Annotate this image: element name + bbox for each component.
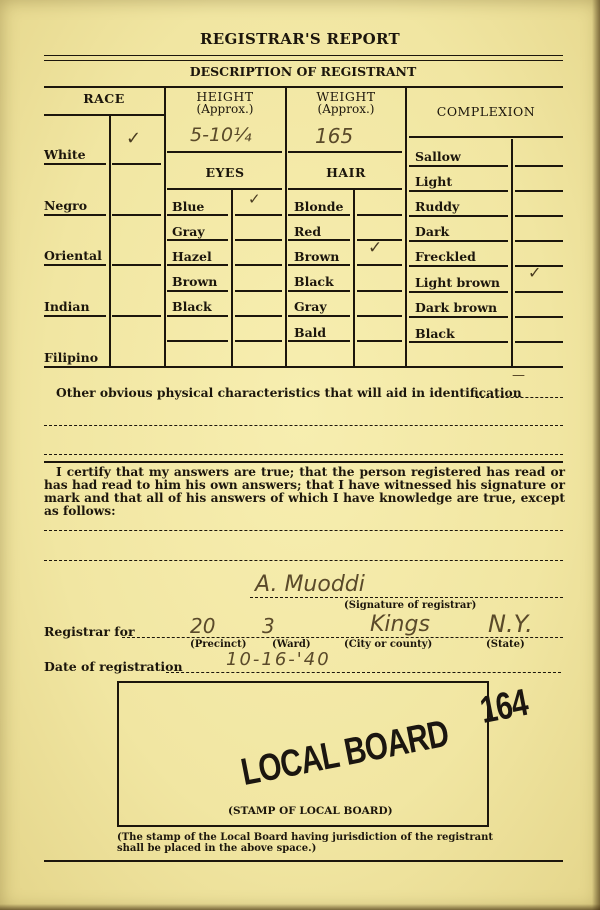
local-board-number: 164 xyxy=(476,681,532,733)
complexion-check-divider xyxy=(511,139,513,366)
hair-header: HAIR xyxy=(326,165,366,180)
complexion-option-black: Black xyxy=(415,326,455,341)
rule xyxy=(409,136,563,138)
registrar-signature[interactable]: A. Muoddi xyxy=(255,572,365,597)
table-bottom-rule xyxy=(44,366,563,368)
rule xyxy=(288,264,350,266)
eyes-option-gray: Gray xyxy=(172,224,205,239)
rule xyxy=(357,340,402,342)
rule xyxy=(112,163,161,165)
hair-check-divider xyxy=(353,189,355,366)
rule xyxy=(288,340,350,342)
race-white-checkbox[interactable]: ✓ xyxy=(126,128,142,149)
registrar-for-label: Registrar for xyxy=(44,624,135,639)
rule xyxy=(409,341,508,343)
rule xyxy=(409,265,508,267)
rule xyxy=(167,290,228,292)
eyes-gray-checkbox[interactable] xyxy=(235,219,282,237)
rule xyxy=(515,291,563,293)
race-option-oriental: Oriental xyxy=(44,248,102,263)
rule xyxy=(409,165,508,167)
rule xyxy=(357,264,402,266)
ward-value[interactable]: 3 xyxy=(262,614,275,638)
local-board-stamp: LOCAL BOARD xyxy=(237,712,452,795)
stamp-instruction: (The stamp of the Local Board having jurisdiction of the registrant shall be placed in the above space.) xyxy=(117,832,494,854)
rule xyxy=(409,240,508,242)
complexion-dark-brown-checkbox[interactable] xyxy=(515,296,563,314)
date-label: Date of registration xyxy=(44,659,183,674)
eyes-option-black: Black xyxy=(172,299,212,314)
complexion-dark-checkbox[interactable] xyxy=(515,220,563,238)
hair-option-blonde: Blonde xyxy=(294,199,344,214)
rule xyxy=(44,315,106,317)
complexion-option-dark-brown: Dark brown xyxy=(415,300,498,315)
rule xyxy=(357,315,402,317)
complexion-option-freckled: Freckled xyxy=(415,249,476,264)
race-option-white: White xyxy=(44,147,86,162)
divider xyxy=(164,87,166,366)
eyes-header: EYES xyxy=(205,165,245,180)
rule xyxy=(235,340,282,342)
title-double-rule xyxy=(44,55,563,61)
rule xyxy=(235,290,282,292)
race-check-divider xyxy=(109,115,111,366)
state-value[interactable]: N.Y. xyxy=(488,610,533,638)
table-top-rule xyxy=(44,86,563,88)
eyes-option-blue: Blue xyxy=(172,199,205,214)
hair-option-gray: Gray xyxy=(294,299,327,314)
rule xyxy=(409,291,508,293)
rule xyxy=(288,188,402,190)
section-title: DESCRIPTION OF REGISTRANT xyxy=(189,64,417,79)
rule xyxy=(357,290,402,292)
rule xyxy=(167,315,228,317)
rule xyxy=(515,240,563,242)
height-value[interactable]: 5-10¼ xyxy=(190,124,252,146)
hair-option-bald: Bald xyxy=(294,325,327,340)
hair-option-black: Black xyxy=(294,274,334,289)
exceptions-line-2[interactable] xyxy=(44,560,563,561)
date-line xyxy=(166,672,561,673)
exceptions-line-1[interactable] xyxy=(44,530,563,531)
weight-value[interactable]: 165 xyxy=(315,124,354,148)
eyes-black-checkbox[interactable] xyxy=(235,295,282,313)
precinct-value[interactable]: 20 xyxy=(190,614,216,638)
divider xyxy=(405,87,407,366)
other-characteristics-line-3[interactable] xyxy=(44,454,563,455)
complexion-sallow-checkbox[interactable] xyxy=(515,145,563,163)
eyes-brown-checkbox[interactable] xyxy=(235,270,282,288)
rule xyxy=(515,215,563,217)
rule xyxy=(357,214,402,216)
divider xyxy=(285,87,287,366)
hair-bald-checkbox[interactable] xyxy=(357,320,402,338)
rule xyxy=(235,214,282,216)
rule xyxy=(112,214,161,216)
hair-gray-checkbox[interactable] xyxy=(357,295,402,313)
rule xyxy=(112,264,161,266)
height-approx-label: (Approx.) xyxy=(196,102,254,116)
rule xyxy=(288,151,402,153)
complexion-option-dark: Dark xyxy=(415,224,450,239)
complexion-freckled-checkbox[interactable] xyxy=(515,245,563,263)
hair-option-red: Red xyxy=(294,224,322,239)
weight-header: WEIGHT xyxy=(316,89,376,104)
rule xyxy=(44,114,164,116)
race-indian-checkbox[interactable] xyxy=(112,293,161,313)
rule xyxy=(167,214,228,216)
precinct-caption: (Precinct) xyxy=(190,639,247,650)
hair-red-checkbox[interactable] xyxy=(357,219,402,237)
complexion-light-checkbox[interactable] xyxy=(515,170,563,188)
card-edge-shadow xyxy=(592,0,600,910)
complexion-ruddy-checkbox[interactable] xyxy=(515,195,563,213)
rule xyxy=(515,316,563,318)
certification-text: I certify that my answers are true; that the person registered has read or has had read to him his own answers; that I have witnessed his signature or mark and that all of his answers of which I have knowledge are true, except as follows: xyxy=(44,465,565,518)
city-value[interactable]: Kings xyxy=(370,612,430,637)
eyes-blue-checkbox[interactable]: ✓ xyxy=(248,190,261,208)
rule xyxy=(409,190,508,192)
complexion-light-brown-checkbox[interactable]: ✓ xyxy=(528,263,542,282)
complexion-option-light-brown: Light brown xyxy=(415,275,501,290)
rule xyxy=(288,290,350,292)
race-option-negro: Negro xyxy=(44,198,88,213)
rule xyxy=(112,315,161,317)
form-title: REGISTRAR'S REPORT xyxy=(200,30,400,48)
rule xyxy=(167,239,228,241)
rule xyxy=(288,239,350,241)
rule xyxy=(44,163,106,165)
complexion-option-light: Light xyxy=(415,174,453,189)
rule xyxy=(44,214,106,216)
rule xyxy=(515,341,563,343)
bottom-rule xyxy=(44,860,563,862)
rule xyxy=(167,188,282,190)
complexion-header: COMPLEXION xyxy=(436,104,536,119)
rule xyxy=(409,316,508,318)
race-oriental-checkbox[interactable] xyxy=(112,242,161,262)
rule xyxy=(235,264,282,266)
rule xyxy=(167,151,282,153)
rule xyxy=(288,214,350,216)
complexion-option-sallow: Sallow xyxy=(415,149,461,164)
rule xyxy=(515,165,563,167)
rule xyxy=(235,239,282,241)
height-header: HEIGHT xyxy=(196,89,254,104)
signature-line xyxy=(250,597,563,598)
rule xyxy=(167,264,228,266)
other-characteristics-label: Other obvious physical characteristics that will aid in identification xyxy=(56,385,522,400)
hair-black-checkbox[interactable] xyxy=(357,270,402,288)
rule xyxy=(235,315,282,317)
rule xyxy=(167,340,228,342)
other-characteristics-value: — xyxy=(512,368,525,383)
other-characteristics-line-2[interactable] xyxy=(44,425,563,426)
complexion-black-checkbox[interactable] xyxy=(515,321,563,339)
rule xyxy=(44,264,106,266)
ward-caption: (Ward) xyxy=(272,639,311,650)
other-characteristics-field[interactable] xyxy=(476,397,563,398)
section-rule xyxy=(44,461,563,463)
hair-option-brown: Brown xyxy=(294,249,340,264)
complexion-option-ruddy: Ruddy xyxy=(415,199,460,214)
race-option-indian: Indian xyxy=(44,299,90,314)
date-value[interactable]: 10-16-'40 xyxy=(226,649,331,670)
state-caption: (State) xyxy=(486,639,525,650)
rule xyxy=(288,315,350,317)
weight-approx-label: (Approx.) xyxy=(317,102,375,116)
stamp-caption: (STAMP OF LOCAL BOARD) xyxy=(228,805,393,817)
race-header: RACE xyxy=(83,91,125,106)
hair-brown-checkbox[interactable]: ✓ xyxy=(368,238,383,258)
eyes-option-hazel: Hazel xyxy=(172,249,212,264)
rule xyxy=(515,190,563,192)
rule xyxy=(409,215,508,217)
city-caption: (City or county) xyxy=(344,639,433,650)
race-negro-checkbox[interactable] xyxy=(112,192,161,212)
card-edge-shadow-bottom xyxy=(0,904,600,910)
eyes-hazel-checkbox[interactable] xyxy=(235,244,282,262)
hair-blonde-checkbox[interactable] xyxy=(357,194,402,212)
signature-caption: (Signature of registrar) xyxy=(344,600,477,611)
eyes-check-divider xyxy=(231,189,233,366)
race-filipino-checkbox[interactable] xyxy=(112,343,161,363)
race-option-filipino: Filipino xyxy=(44,350,99,365)
eyes-option-brown: Brown xyxy=(172,274,218,289)
